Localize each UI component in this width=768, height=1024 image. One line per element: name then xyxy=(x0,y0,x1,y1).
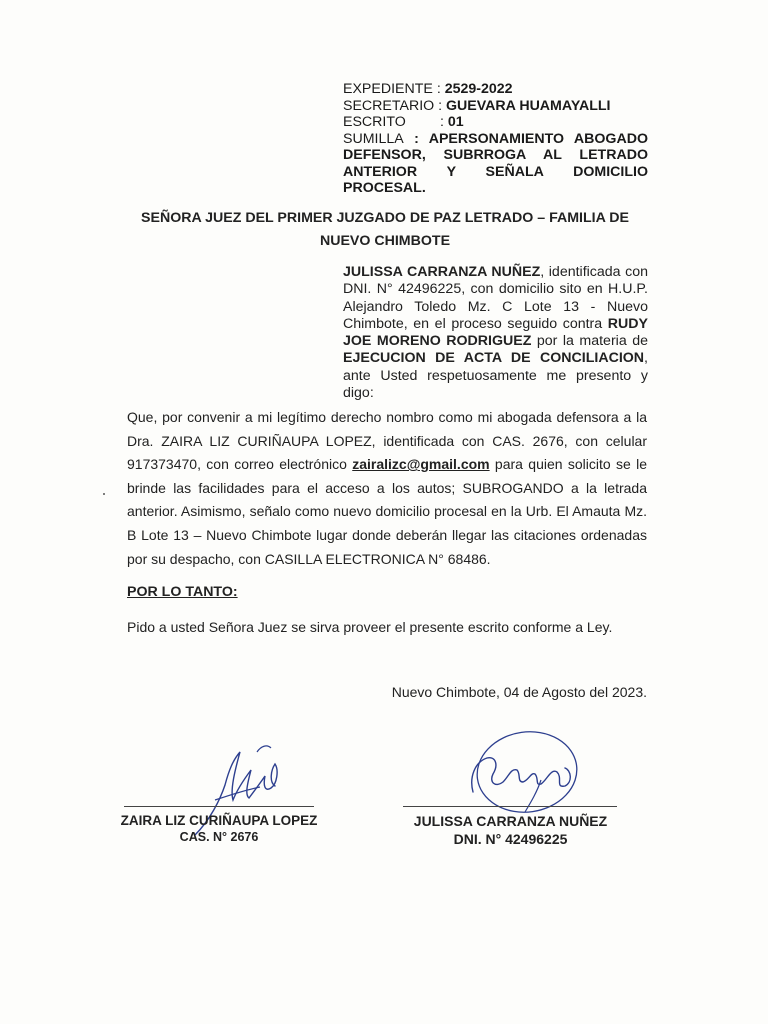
escrito-row: ESCRITO : 01 xyxy=(343,114,464,130)
sumilla-row: SUMILLA : APERSONAMIENTO ABOGADO DEFENSOR, SUBRROGA AL LETRADO ANTERIOR Y SEÑALA DOMICILIO PROCESAL. xyxy=(343,130,648,196)
intro-text-2: por la materia de xyxy=(531,333,648,350)
defendant-name: RUDY JOE MORENO RODRIGUEZ xyxy=(343,315,648,350)
petitioner-signature-name: JULISSA CARRANZA NUÑEZ xyxy=(413,813,608,829)
por-lo-tanto-heading: POR LO TANTO: xyxy=(127,584,238,600)
scan-speck xyxy=(103,493,105,495)
lawyer-signature-line xyxy=(124,806,314,807)
secretario-value: GUEVARA HUAMAYALLI xyxy=(446,97,611,114)
addressee-line-2: NUEVO CHIMBOTE xyxy=(319,233,451,249)
lawyer-cas-number: CAS. N° 2676 xyxy=(179,830,259,844)
secretario-label: SECRETARIO xyxy=(343,97,435,114)
sumilla-value: APERSONAMIENTO ABOGADO DEFENSOR, SUBRROGA AL LETRADO ANTERIOR Y SEÑALA DOMICILIO PROCESAL. xyxy=(343,130,648,196)
expediente-value: 2529-2022 xyxy=(444,81,513,97)
case-matter: EJECUCION DE ACTA DE CONCILIACION xyxy=(343,350,645,367)
petitioner-name: JULISSA CARRANZA NUÑEZ xyxy=(343,264,541,280)
body-text-2: para quien solicito se le brinde las facilidades para el acceso a los autos; SUBROGANDO a la letrada anterior. Asimismo, señalo como nuevo domicilio procesal en la Urb. El Amauta Mz. B Lote 13 – Nuevo Chimbote lugar donde deberán llegar las citaciones ordenadas por su despacho, con CASILLA ELECTRONICA N° 68486. xyxy=(127,456,647,567)
escrito-value: 01 xyxy=(447,114,464,130)
intro-text-3: , ante Usted respetuosamente me presento y digo: xyxy=(343,350,648,402)
case-header xyxy=(343,81,648,197)
petitioner-dni: DNI. N° 42496225 xyxy=(453,831,568,847)
intro-paragraph xyxy=(343,264,648,402)
main-paragraph xyxy=(127,406,647,571)
lawyer-name: ZAIRA LIZ CURIÑAUPA LOPEZ xyxy=(120,813,318,828)
body-text-1: Que, por convenir a mi legítimo derecho nombro como mi abogada defensora a la Dra. ZAIRA LIZ CURIÑAUPA LOPEZ, identificada con CAS. 2676, con celular 917373470, con correo electrónico xyxy=(127,409,647,473)
addressee-line-1: SEÑORA JUEZ DEL PRIMER JUZGADO DE PAZ LETRADO – FAMILIA DE xyxy=(141,210,629,226)
escrito-label: ESCRITO xyxy=(343,114,406,130)
email-link[interactable]: zairalizc@gmail.com xyxy=(352,456,490,473)
expediente-label: EXPEDIENTE xyxy=(343,81,433,97)
secretario-row: SECRETARIO : GUEVARA HUAMAYALLI xyxy=(343,97,611,114)
petitioner-signature-line xyxy=(403,806,617,807)
intro-text-1: , identificada con DNI. N° 42496225, con domicilio sito en H.U.P. Alejandro Toledo Mz. C Lote 13 - Nuevo Chimbote, en el proceso seguido contra xyxy=(343,264,648,332)
date-line: Nuevo Chimbote, 04 de Agosto del 2023. xyxy=(391,684,647,700)
expediente-row: EXPEDIENTE : 2529-2022 xyxy=(343,81,513,97)
petition-text: Pido a usted Señora Juez se sirva proveer el presente escrito conforme a Ley. xyxy=(127,619,613,635)
addressee-heading xyxy=(110,207,660,253)
sumilla-label: SUMILLA xyxy=(343,130,404,147)
